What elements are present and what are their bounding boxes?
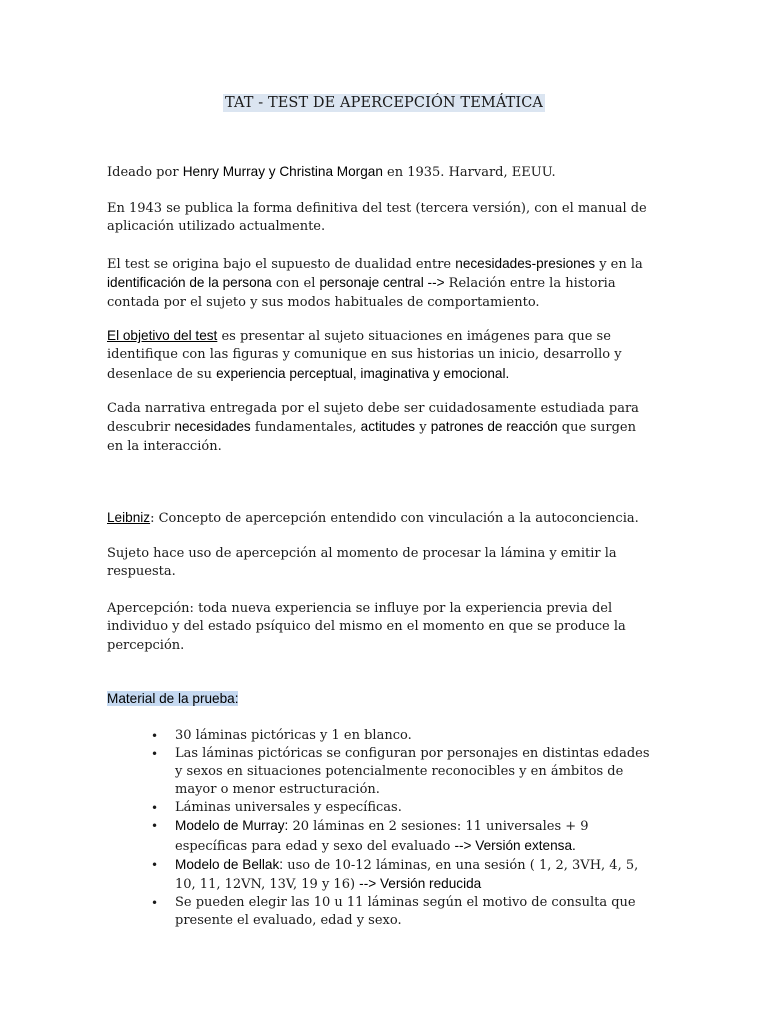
text: : Concepto de apercepción entendido con vinculación a la autoconciencia. <box>150 511 639 526</box>
title-text: TAT - TEST DE APERCEPCIÓN TEMÁTICA <box>225 95 543 111</box>
list-item: • Se pueden elegir las 10 u 11 láminas según el motivo de consulta que presente el evaluado, edad y sexo. <box>151 894 661 930</box>
highlighted-heading: Material de la prueba: <box>107 691 239 706</box>
bold-term: necesidades-presiones <box>455 256 596 271</box>
bold-term: --> Versión reducida <box>359 875 482 891</box>
paragraph-objetivo <box>107 327 647 384</box>
bold-term: Modelo de Murray: <box>175 818 289 834</box>
text: El test se origina bajo el supuesto de dualidad entre <box>107 257 456 272</box>
bold-term: patrones de reacción <box>430 419 558 435</box>
bold-term: experiencia perceptual, imaginativa y emocional. <box>216 365 510 381</box>
paragraph-leibniz <box>107 509 647 528</box>
text: Cada narrativa entregada por el sujeto debe ser cuidadosamente estudiada para descubrir <box>107 401 639 436</box>
underlined-bold-term: Leibniz <box>107 510 151 525</box>
text: con el <box>271 276 320 292</box>
authors-bold: Henry Murray y Christina Morgan <box>182 164 383 179</box>
bold-term: --> Versión extensa. <box>454 837 576 853</box>
text: que surgen en la interacción. <box>107 420 636 454</box>
paragraph-sujeto: Sujeto hace uso de apercepción al momento de procesar la lámina y emitir la respuesta. <box>107 546 617 580</box>
text: 20 láminas en 2 sesiones: 11 universales + 9 específicas para edad y sexo del evaluado <box>175 819 589 854</box>
text: es presentar al sujeto situaciones en imágenes para que se identifique con las figuras y comunique en sus historias un inicio, desarrollo y desenlace de su <box>107 329 622 382</box>
text: y en la <box>595 257 643 272</box>
bold-term: personaje central --> <box>319 275 445 291</box>
paragraph-1943: En 1943 se publica la forma definitiva del test (tercera versión), con el manual de aplicación utilizado actualmente. <box>107 201 647 235</box>
list-item: • 30 láminas pictóricas y 1 en blanco. <box>151 727 661 745</box>
bold-term: actitudes <box>360 419 416 435</box>
paragraph-apercepcion: Apercepción: toda nueva experiencia se influye por la experiencia previa del individuo y del estado psíquico del mismo en el momento en que se produce la percepción. <box>107 601 626 653</box>
paragraph-narrativa <box>107 400 647 456</box>
bold-term: identificación de la persona <box>107 275 272 291</box>
list-item <box>151 856 661 894</box>
bold-term: necesidades <box>174 419 251 435</box>
text: Relación entre la historia contada por el sujeto y sus modos habituales de comportamiento. <box>107 276 616 310</box>
text: y <box>415 420 431 436</box>
paragraph-dualidad <box>107 255 647 312</box>
text: Ideado por <box>107 165 183 180</box>
list-item: • Láminas universales y específicas. <box>151 799 661 817</box>
list-item: • Las láminas pictóricas se configuran por personajes en distintas edades y sexos en situaciones potencialmente reconocibles y en ámbitos de mayor o menor estructuración. <box>151 745 661 799</box>
material-list <box>151 727 661 930</box>
text: en 1935. Harvard, EEUU. <box>382 165 556 180</box>
paragraph-origin <box>107 163 647 182</box>
text: fundamentales, <box>250 420 361 436</box>
list-item <box>151 817 661 855</box>
bold-term: Modelo de Bellak: <box>175 856 284 872</box>
underlined-bold-term: El objetivo del test <box>107 328 218 343</box>
text: uso de 10-12 láminas, en una sesión ( 1, 2, 3VH, 4, 5, 10, 11, 12VN, 13V, 19 y 16) <box>175 857 639 892</box>
section-heading-material <box>107 690 647 709</box>
document-title <box>0 92 768 111</box>
